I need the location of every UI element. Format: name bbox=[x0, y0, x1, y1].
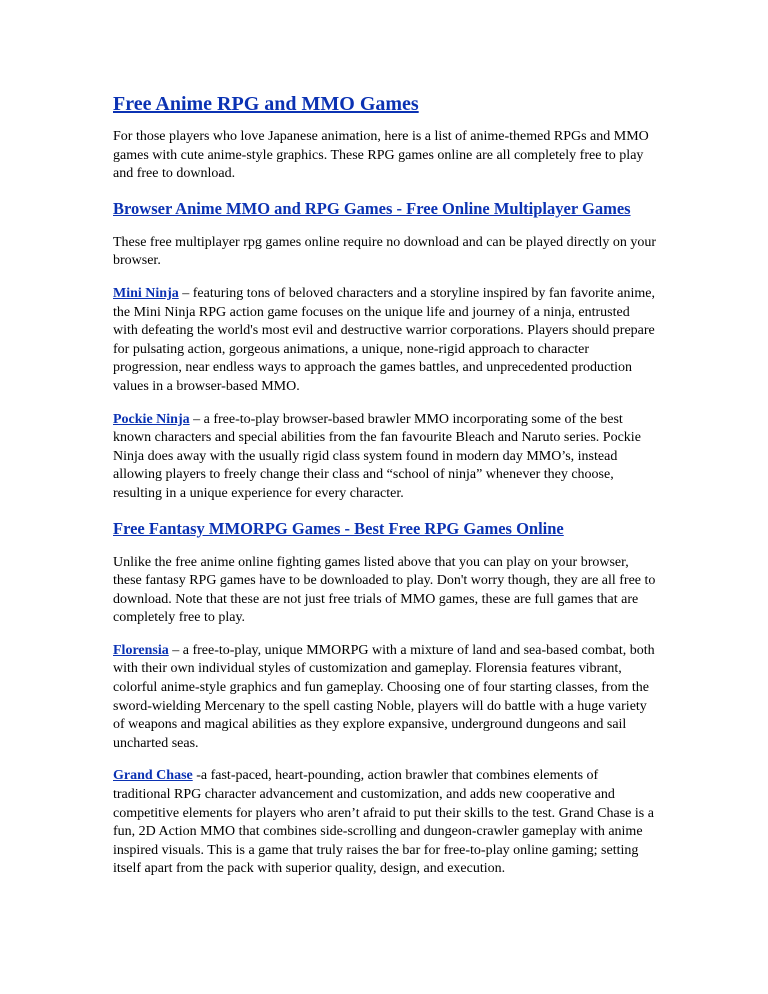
game-entry-grand-chase bbox=[113, 767, 658, 879]
game-link-pockie-ninja[interactable]: Pockie Ninja bbox=[113, 411, 190, 427]
intro-paragraph: For those players who love Japanese animation, here is a list of anime-themed RPGs and MMO games with cute anime-style graphics. These RPG games online are all completely free to play and free to download. bbox=[113, 129, 649, 182]
game-link-florensia[interactable]: Florensia bbox=[113, 642, 169, 658]
game-description: – a free-to-play browser-based brawler MMO incorporating some of the best known characters and special abilities from the fan favourite Bleach and Naruto series. Pockie Ninja does away with the usually rigid class system found in modern day MMO’s, instead allowing players to freely change their class and “school of ninja” whenever they choose, resulting in a unique experience for every character. bbox=[113, 411, 641, 501]
game-entry-mini-ninja bbox=[113, 285, 658, 397]
game-entry-pockie-ninja bbox=[113, 411, 658, 504]
game-description: -a fast-paced, heart-pounding, action brawler that combines elements of traditional RPG character advancement and customization, and adds new cooperative and competitive elements for players who aren’t afraid to put their skills to the test. Grand Chase is a fun, 2D Action MMO that combines side-scrolling and dungeon-crawler gameplay with anime inspired visuals. This is a game that truly raises the bar for free-to-play online gaming; setting itself apart from the pack with superior quality, design, and execution. bbox=[113, 768, 654, 877]
page-title[interactable]: Free Anime RPG and MMO Games bbox=[113, 93, 419, 115]
game-link-grand-chase[interactable]: Grand Chase bbox=[113, 768, 193, 784]
game-link-mini-ninja[interactable]: Mini Ninja bbox=[113, 285, 179, 301]
game-description: – featuring tons of beloved characters and a storyline inspired by fan favorite anime, the Mini Ninja RPG action game focuses on the unique life and journey of a ninja, entrusted with defeating the world's most evil and destructive warrior corporations. Players should prepare for pulsating action, gorgeous animations, a unique, none-rigid approach to character progression, near endless ways to approach the games battles, and unprecedented production values in a browser-based MMO. bbox=[113, 285, 655, 394]
section-intro-browser: These free multiplayer rpg games online require no download and can be played directly on your browser. bbox=[113, 234, 657, 269]
section-heading-fantasy[interactable]: Free Fantasy MMORPG Games - Best Free RPG Games Online bbox=[113, 518, 564, 538]
game-description: – a free-to-play, unique MMORPG with a mixture of land and sea-based combat, both with their own individual styles of customization and gameplay. Florensia features vibrant, colorful anime-style graphics and fun gameplay. Choosing one of four starting classes, from the sword-wielding Mercenary to the spell casting Noble, players will do battle with a huge variety of weapons and magical abilities as they explore expansive, underground dungeons and sail uncharted seas. bbox=[113, 642, 655, 751]
section-intro-fantasy: Unlike the free anime online fighting games listed above that you can play on your browser, these fantasy RPG games have to be downloaded to play. Don't worry though, they are all free to download. Note that these are not just free trials of MMO games, these are full games that are completely free to play. bbox=[113, 554, 656, 626]
document-page bbox=[113, 92, 658, 893]
game-entry-florensia bbox=[113, 642, 658, 754]
section-heading-browser[interactable]: Browser Anime MMO and RPG Games - Free Online Multiplayer Games bbox=[113, 198, 631, 218]
